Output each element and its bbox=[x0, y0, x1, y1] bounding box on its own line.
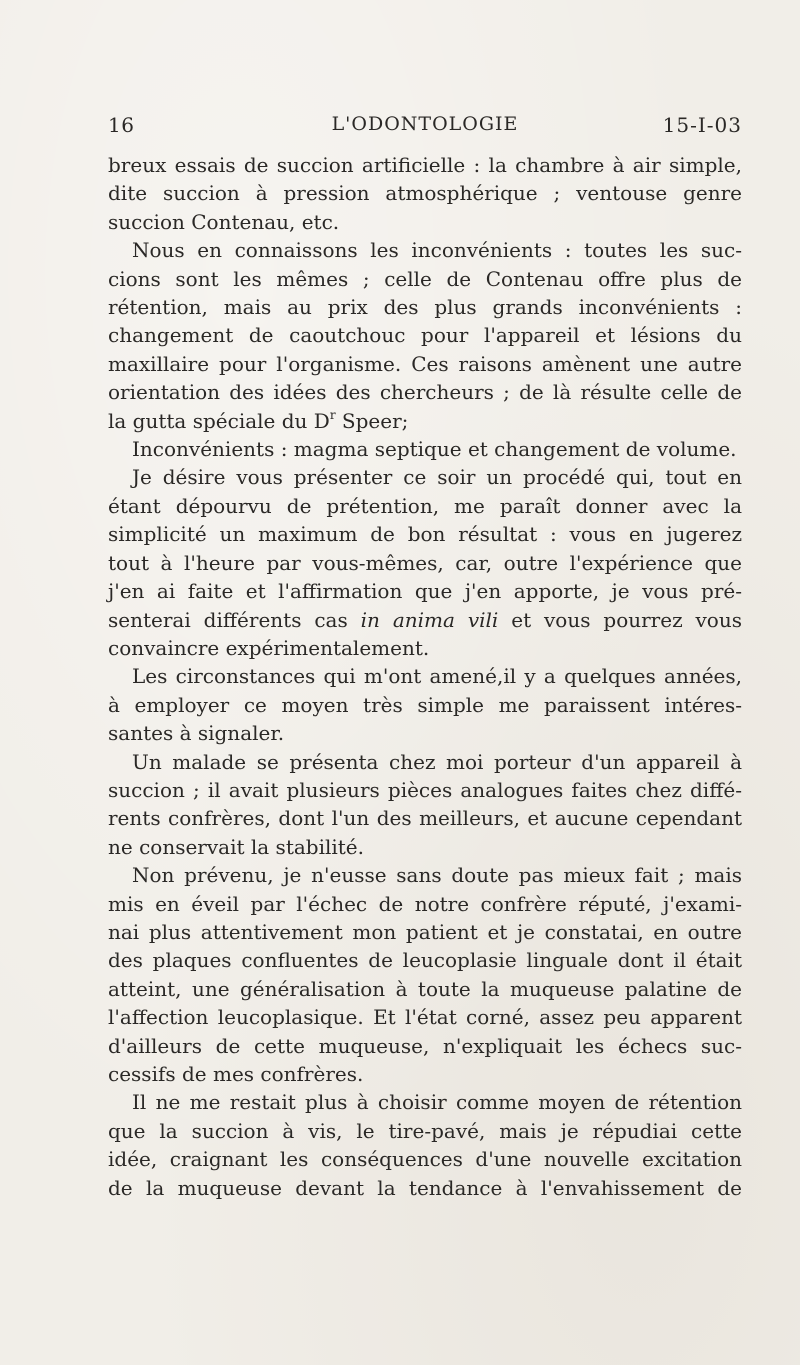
text-line: idée, craignant les conséquences d'une nouvelle excitation bbox=[108, 1147, 742, 1172]
text-line: j'en ai faite et l'affirmation que j'en apporte, je vous pré- bbox=[108, 579, 742, 604]
text-line: de la muqueuse devant la tendance à l'envahissement de bbox=[108, 1175, 742, 1200]
text-line: Les circonstances qui m'ont amené,il y a quelques années, bbox=[132, 664, 742, 689]
text-line: l'affection leucoplasique. Et l'état corné, assez peu apparent bbox=[108, 1005, 742, 1030]
text-line: convaincre expérimentalement. bbox=[108, 635, 430, 660]
text-line: breux essais de succion artificielle : la chambre à air simple, bbox=[108, 153, 742, 177]
text-line: mis en éveil par l'échec de notre confrère réputé, j'exami- bbox=[108, 891, 742, 916]
text-line: d'ailleurs de cette muqueuse, n'expliquait les échecs suc- bbox=[108, 1033, 742, 1058]
text-line: simplicité un maximum de bon résultat : vous en jugerez bbox=[108, 522, 742, 547]
text-line: que la succion à vis, le tire-pavé, mais je répudiai cette bbox=[108, 1118, 742, 1143]
text-segment: Speer; bbox=[335, 408, 409, 433]
text-line: changement de caoutchouc pour l'appareil et lésions du bbox=[108, 323, 742, 348]
text-line: rents confrères, dont l'un des meilleurs, et aucune cependant bbox=[108, 806, 742, 831]
text-line bbox=[108, 407, 742, 435]
text-line: Non prévenu, je n'eusse sans doute pas mieux fait ; mais bbox=[132, 863, 742, 888]
text-line: rétention, mais au prix des plus grands inconvénients : bbox=[108, 295, 742, 320]
text-line: ne conservait la stabilité. bbox=[108, 834, 364, 859]
italic-phrase: in anima vili bbox=[360, 607, 499, 632]
text-line: cions sont les mêmes ; celle de Contenau offre plus de bbox=[108, 266, 742, 291]
text-line: à employer ce moyen très simple me paraissent intéres- bbox=[108, 692, 742, 717]
text-segment: senterai différents cas bbox=[108, 607, 361, 632]
text-line: Il ne me restait plus à choisir comme moyen de rétention bbox=[132, 1090, 742, 1115]
text-line: nai plus attentivement mon patient et je constatai, en outre bbox=[108, 919, 742, 944]
text-segment: et vous pourrez vous bbox=[498, 607, 742, 632]
text-line: orientation des idées des chercheurs ; de là résulte celle de bbox=[108, 380, 742, 405]
text-line: Je désire vous présenter ce soir un procédé qui, tout en bbox=[132, 465, 742, 490]
superscript: r bbox=[329, 408, 336, 422]
text-line: succion ; il avait plusieurs pièces analogues faites chez diffé- bbox=[108, 777, 742, 802]
text-line: santes à signaler. bbox=[108, 721, 285, 746]
text-line: Inconvénients : magma septique et changement de volume. bbox=[132, 437, 737, 462]
text-line: cessifs de mes confrères. bbox=[108, 1062, 364, 1086]
issue-date: 15-I-03 bbox=[662, 113, 742, 137]
text-line: dite succion à pression atmosphérique ; ventouse genre bbox=[108, 181, 742, 206]
text-segment: la gutta spéciale du D bbox=[108, 408, 330, 433]
article-body bbox=[108, 151, 742, 1202]
text-line: succion Contenau, etc. bbox=[108, 209, 340, 234]
journal-title: L'ODONTOLOGIE bbox=[331, 113, 519, 135]
text-line: Nous en connaissons les inconvénients : toutes les suc- bbox=[132, 238, 742, 263]
text-line: maxillaire pour l'organisme. Ces raisons amènent une autre bbox=[108, 351, 742, 376]
text-line: étant dépourvu de prétention, me paraît donner avec la bbox=[108, 493, 742, 518]
text-line bbox=[108, 606, 742, 634]
text-line: Un malade se présenta chez moi porteur d'un appareil à bbox=[132, 749, 742, 774]
text-line: des plaques confluentes de leucoplasie linguale dont il était bbox=[108, 948, 742, 973]
running-header bbox=[108, 113, 742, 143]
text-line: atteint, une généralisation à toute la muqueuse palatine de bbox=[108, 976, 742, 1001]
text-line: tout à l'heure par vous-mêmes, car, outre l'expérience que bbox=[108, 550, 742, 575]
page-number: 16 bbox=[108, 113, 135, 137]
